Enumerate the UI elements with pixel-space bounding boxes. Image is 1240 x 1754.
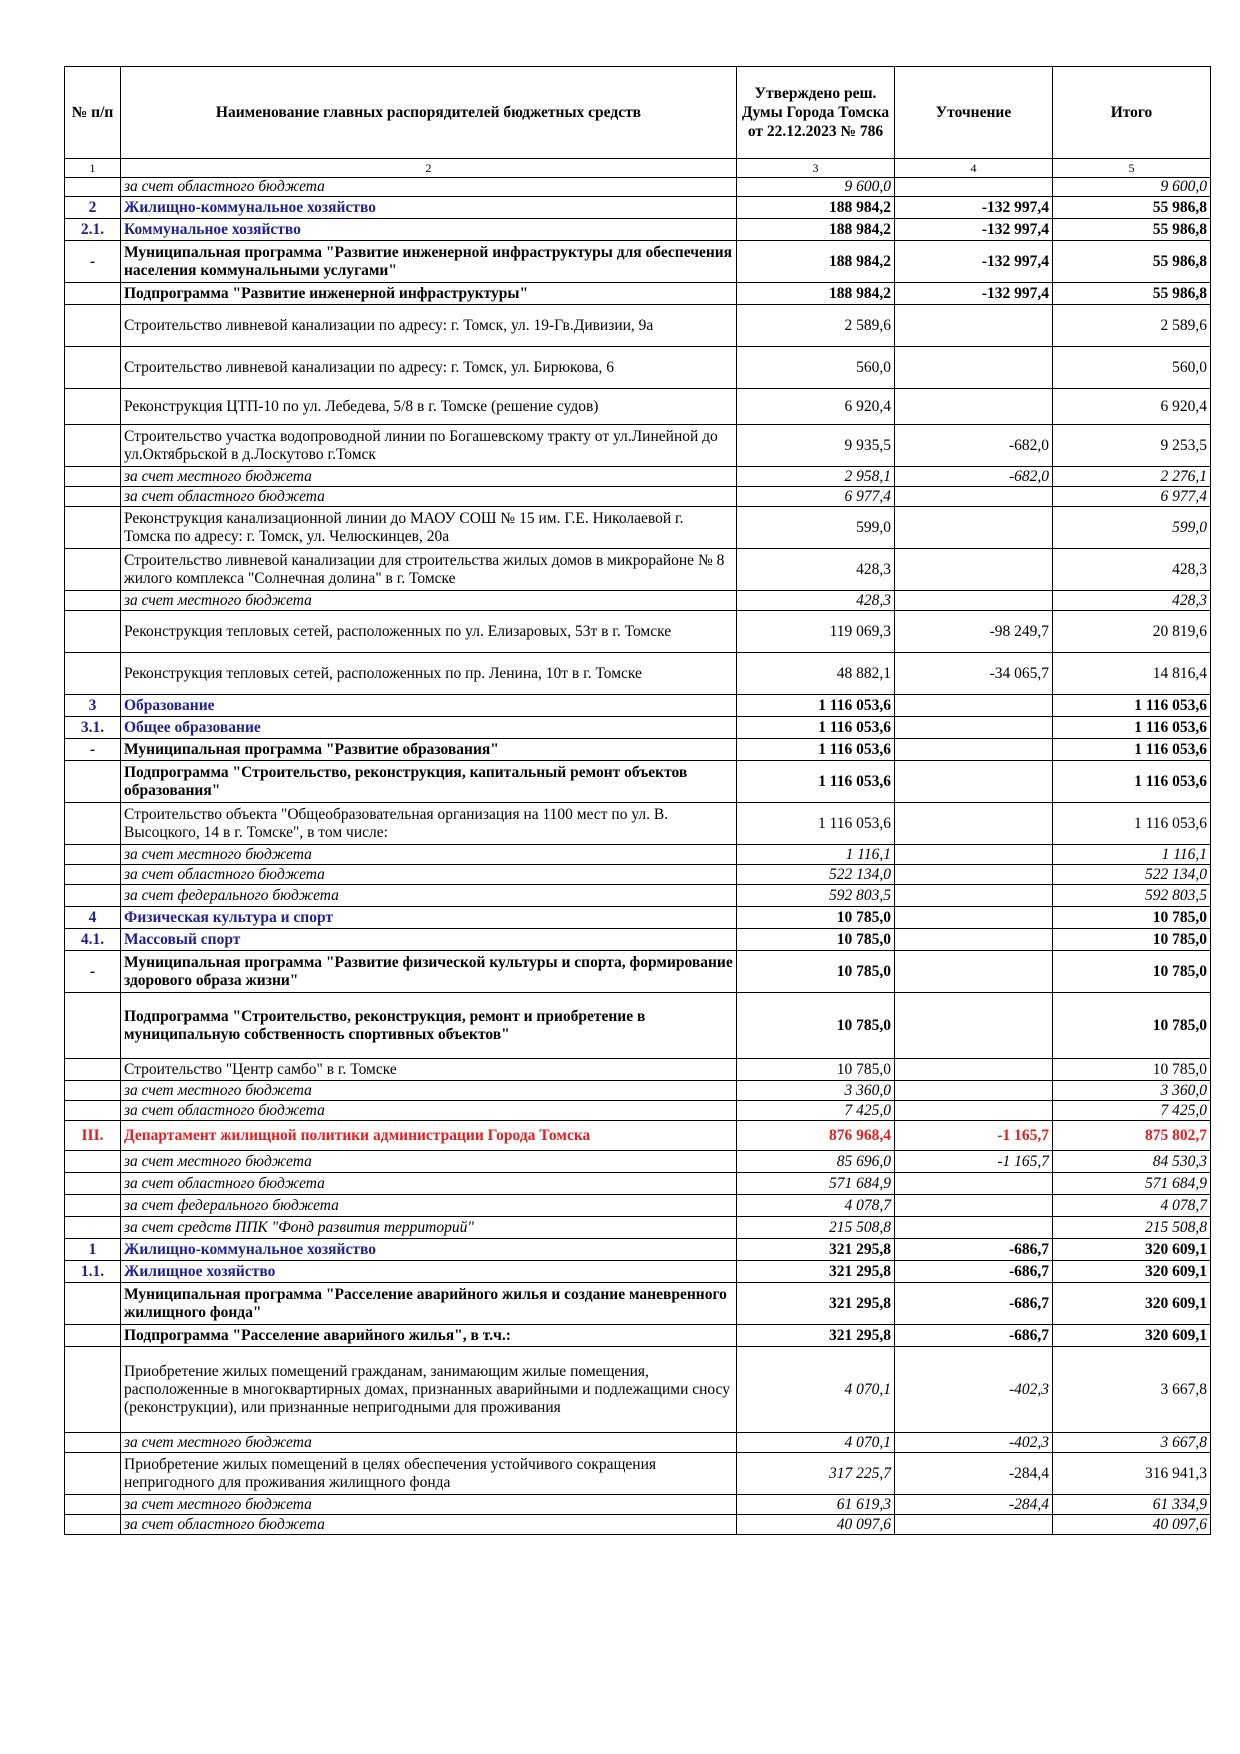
approved-value: 40 097,6	[737, 1515, 895, 1535]
total-value: 1 116 053,6	[1053, 717, 1211, 739]
total-value: 10 785,0	[1053, 951, 1211, 993]
column-number: 4	[895, 159, 1053, 178]
table-row	[65, 1325, 1211, 1347]
adjustment-value	[895, 1081, 1053, 1101]
approved-value: 321 295,8	[737, 1325, 895, 1347]
row-number	[65, 1495, 121, 1515]
approved-value: 321 295,8	[737, 1283, 895, 1325]
approved-value: 188 984,2	[737, 283, 895, 305]
row-number: 2.1.	[65, 219, 121, 241]
adjustment-value: -686,7	[895, 1261, 1053, 1283]
approved-value: 876 968,4	[737, 1121, 895, 1151]
table-row	[65, 467, 1211, 487]
adjustment-value	[895, 1217, 1053, 1239]
table-row	[65, 907, 1211, 929]
adjustment-value	[895, 1195, 1053, 1217]
row-number	[65, 803, 121, 845]
approved-value: 10 785,0	[737, 907, 895, 929]
total-value: 592 803,5	[1053, 885, 1211, 907]
table-row	[65, 1081, 1211, 1101]
table-row	[65, 865, 1211, 885]
adjustment-value	[895, 885, 1053, 907]
row-number	[65, 178, 121, 197]
column-number: 3	[737, 159, 895, 178]
approved-value: 1 116 053,6	[737, 761, 895, 803]
table-row	[65, 951, 1211, 993]
row-number: -	[65, 951, 121, 993]
row-name: Физическая культура и спорт	[121, 907, 737, 929]
row-number	[65, 1217, 121, 1239]
adjustment-value: -686,7	[895, 1325, 1053, 1347]
approved-value: 592 803,5	[737, 885, 895, 907]
approved-value: 9 600,0	[737, 178, 895, 197]
row-number: 4	[65, 907, 121, 929]
table-row	[65, 1195, 1211, 1217]
table-row	[65, 219, 1211, 241]
row-name: Коммунальное хозяйство	[121, 219, 737, 241]
row-number: -	[65, 241, 121, 283]
table-row	[65, 653, 1211, 695]
adjustment-value	[895, 347, 1053, 389]
total-value: 14 816,4	[1053, 653, 1211, 695]
total-value: 20 819,6	[1053, 611, 1211, 653]
adjustment-value	[895, 389, 1053, 425]
total-value: 55 986,8	[1053, 219, 1211, 241]
row-number	[65, 1151, 121, 1173]
approved-value: 10 785,0	[737, 993, 895, 1059]
row-name: за счет местного бюджета	[121, 1433, 737, 1453]
row-name: Департамент жилищной политики администрации Города Томска	[121, 1121, 737, 1151]
row-number	[65, 761, 121, 803]
adjustment-value: -132 997,4	[895, 283, 1053, 305]
total-value: 215 508,8	[1053, 1217, 1211, 1239]
row-name: Реконструкция тепловых сетей, расположенных по пр. Ленина, 10т в г. Томске	[121, 653, 737, 695]
table-row	[65, 1261, 1211, 1283]
column-number: 1	[65, 159, 121, 178]
total-value: 2 276,1	[1053, 467, 1211, 487]
row-number	[65, 1173, 121, 1195]
row-number	[65, 1453, 121, 1495]
total-value: 1 116 053,6	[1053, 739, 1211, 761]
row-name: за счет местного бюджета	[121, 1151, 737, 1173]
row-name: Строительство ливневой канализации по адресу: г. Томск, ул. Бирюкова, 6	[121, 347, 737, 389]
approved-value: 1 116 053,6	[737, 803, 895, 845]
adjustment-value	[895, 487, 1053, 507]
approved-value: 428,3	[737, 591, 895, 611]
adjustment-value: -34 065,7	[895, 653, 1053, 695]
total-value: 10 785,0	[1053, 1059, 1211, 1081]
header-row	[65, 67, 1211, 159]
row-name: за счет местного бюджета	[121, 1495, 737, 1515]
approved-value: 321 295,8	[737, 1261, 895, 1283]
total-value: 2 589,6	[1053, 305, 1211, 347]
row-name: Приобретение жилых помещений в целях обеспечения устойчивого сокращения непригодного для проживания жилищного фонда	[121, 1453, 737, 1495]
total-value: 10 785,0	[1053, 993, 1211, 1059]
total-value: 6 920,4	[1053, 389, 1211, 425]
adjustment-value: -132 997,4	[895, 241, 1053, 283]
row-number	[65, 283, 121, 305]
row-number	[65, 1059, 121, 1081]
table-row	[65, 507, 1211, 549]
row-number: 2	[65, 197, 121, 219]
row-name: Подпрограмма "Развитие инженерной инфраструктуры"	[121, 283, 737, 305]
approved-value: 215 508,8	[737, 1217, 895, 1239]
approved-value: 85 696,0	[737, 1151, 895, 1173]
row-number	[65, 845, 121, 865]
table-row	[65, 241, 1211, 283]
adjustment-value	[895, 803, 1053, 845]
row-name: Подпрограмма "Строительство, реконструкция, ремонт и приобретение в муниципальную собственность спортивных объектов"	[121, 993, 737, 1059]
row-name: Муниципальная программа "Развитие инженерной инфраструктуры для обеспечения населения коммунальными услугами"	[121, 241, 737, 283]
approved-value: 6 920,4	[737, 389, 895, 425]
approved-value: 188 984,2	[737, 241, 895, 283]
table-row	[65, 425, 1211, 467]
adjustment-value	[895, 305, 1053, 347]
row-number	[65, 389, 121, 425]
row-name: за счет областного бюджета	[121, 487, 737, 507]
total-value: 10 785,0	[1053, 929, 1211, 951]
approved-value: 48 882,1	[737, 653, 895, 695]
adjustment-value: -686,7	[895, 1283, 1053, 1325]
total-value: 84 530,3	[1053, 1151, 1211, 1173]
row-name: Массовый спорт	[121, 929, 737, 951]
row-number: -	[65, 739, 121, 761]
adjustment-value: -284,4	[895, 1495, 1053, 1515]
table-row	[65, 1239, 1211, 1261]
row-number	[65, 1081, 121, 1101]
row-name: за счет местного бюджета	[121, 1081, 737, 1101]
row-number	[65, 611, 121, 653]
total-value: 428,3	[1053, 549, 1211, 591]
adjustment-value	[895, 507, 1053, 549]
adjustment-value: -132 997,4	[895, 197, 1053, 219]
approved-value: 119 069,3	[737, 611, 895, 653]
adjustment-value: -402,3	[895, 1433, 1053, 1453]
row-number	[65, 1283, 121, 1325]
approved-value: 188 984,2	[737, 197, 895, 219]
adjustment-value	[895, 907, 1053, 929]
total-value: 7 425,0	[1053, 1101, 1211, 1121]
adjustment-value: -682,0	[895, 425, 1053, 467]
row-number: 3	[65, 695, 121, 717]
adjustment-value: -686,7	[895, 1239, 1053, 1261]
total-value: 1 116 053,6	[1053, 803, 1211, 845]
budget-table	[64, 66, 1211, 1535]
approved-value: 61 619,3	[737, 1495, 895, 1515]
table-row	[65, 347, 1211, 389]
adjustment-value	[895, 845, 1053, 865]
approved-value: 560,0	[737, 347, 895, 389]
row-number	[65, 1101, 121, 1121]
column-number-row	[65, 159, 1211, 178]
adjustment-value	[895, 695, 1053, 717]
row-name: Реконструкция канализационной линии до МАОУ СОШ № 15 им. Г.Е. Николаевой г. Томска по адресу: г. Томск, ул. Челюскинцев, 20а	[121, 507, 737, 549]
approved-value: 4 070,1	[737, 1347, 895, 1433]
table-row	[65, 993, 1211, 1059]
approved-value: 3 360,0	[737, 1081, 895, 1101]
table-row	[65, 1059, 1211, 1081]
adjustment-value	[895, 761, 1053, 803]
row-number	[65, 865, 121, 885]
row-name: за счет областного бюджета	[121, 1101, 737, 1121]
total-value: 1 116 053,6	[1053, 695, 1211, 717]
approved-value: 1 116,1	[737, 845, 895, 865]
adjustment-value	[895, 951, 1053, 993]
adjustment-value: -284,4	[895, 1453, 1053, 1495]
approved-value: 2 958,1	[737, 467, 895, 487]
row-number	[65, 1347, 121, 1433]
total-value: 3 667,8	[1053, 1433, 1211, 1453]
approved-value: 4 070,1	[737, 1433, 895, 1453]
total-value: 61 334,9	[1053, 1495, 1211, 1515]
total-value: 316 941,3	[1053, 1453, 1211, 1495]
approved-value: 2 589,6	[737, 305, 895, 347]
header-name: Наименование главных распорядителей бюджетных средств	[121, 67, 737, 159]
adjustment-value	[895, 549, 1053, 591]
table-row	[65, 389, 1211, 425]
table-row	[65, 1151, 1211, 1173]
table-row	[65, 1173, 1211, 1195]
adjustment-value: -402,3	[895, 1347, 1053, 1433]
total-value: 9 600,0	[1053, 178, 1211, 197]
table-row	[65, 611, 1211, 653]
table-row	[65, 717, 1211, 739]
table-row	[65, 1121, 1211, 1151]
adjustment-value	[895, 178, 1053, 197]
total-value: 320 609,1	[1053, 1283, 1211, 1325]
adjustment-value	[895, 993, 1053, 1059]
approved-value: 6 977,4	[737, 487, 895, 507]
total-value: 571 684,9	[1053, 1173, 1211, 1195]
approved-value: 10 785,0	[737, 929, 895, 951]
row-name: за счет местного бюджета	[121, 591, 737, 611]
row-number	[65, 425, 121, 467]
total-value: 6 977,4	[1053, 487, 1211, 507]
row-number	[65, 487, 121, 507]
total-value: 320 609,1	[1053, 1325, 1211, 1347]
table-row	[65, 739, 1211, 761]
row-number	[65, 885, 121, 907]
header-number: № п/п	[65, 67, 121, 159]
total-value: 9 253,5	[1053, 425, 1211, 467]
row-name: за счет областного бюджета	[121, 1173, 737, 1195]
total-value: 55 986,8	[1053, 283, 1211, 305]
row-number	[65, 467, 121, 487]
total-value: 1 116 053,6	[1053, 761, 1211, 803]
column-number: 5	[1053, 159, 1211, 178]
table-row	[65, 1433, 1211, 1453]
table-row	[65, 1101, 1211, 1121]
adjustment-value	[895, 1059, 1053, 1081]
approved-value: 7 425,0	[737, 1101, 895, 1121]
row-name: за счет областного бюджета	[121, 1515, 737, 1535]
total-value: 1 116,1	[1053, 845, 1211, 865]
row-name: Жилищно-коммунальное хозяйство	[121, 1239, 737, 1261]
table-row	[65, 178, 1211, 197]
adjustment-value	[895, 1515, 1053, 1535]
table-row	[65, 305, 1211, 347]
approved-value: 10 785,0	[737, 951, 895, 993]
row-number: III.	[65, 1121, 121, 1151]
header-total: Итого	[1053, 67, 1211, 159]
adjustment-value: -682,0	[895, 467, 1053, 487]
approved-value: 4 078,7	[737, 1195, 895, 1217]
row-number: 4.1.	[65, 929, 121, 951]
approved-value: 9 935,5	[737, 425, 895, 467]
total-value: 3 667,8	[1053, 1347, 1211, 1433]
header-adjustment: Уточнение	[895, 67, 1053, 159]
table-row	[65, 761, 1211, 803]
row-number	[65, 1515, 121, 1535]
row-name: Муниципальная программа "Развитие образования"	[121, 739, 737, 761]
row-name: за счет областного бюджета	[121, 178, 737, 197]
table-row	[65, 885, 1211, 907]
approved-value: 428,3	[737, 549, 895, 591]
row-name: Жилищное хозяйство	[121, 1261, 737, 1283]
table-row	[65, 549, 1211, 591]
table-row	[65, 591, 1211, 611]
approved-value: 1 116 053,6	[737, 739, 895, 761]
table-row	[65, 1495, 1211, 1515]
column-number: 2	[121, 159, 737, 178]
total-value: 599,0	[1053, 507, 1211, 549]
total-value: 10 785,0	[1053, 907, 1211, 929]
row-number	[65, 507, 121, 549]
approved-value: 571 684,9	[737, 1173, 895, 1195]
table-row	[65, 1347, 1211, 1433]
row-number	[65, 347, 121, 389]
adjustment-value	[895, 591, 1053, 611]
table-row	[65, 1283, 1211, 1325]
row-name: Общее образование	[121, 717, 737, 739]
approved-value: 10 785,0	[737, 1059, 895, 1081]
row-name: Подпрограмма "Строительство, реконструкция, капитальный ремонт объектов образования"	[121, 761, 737, 803]
total-value: 320 609,1	[1053, 1239, 1211, 1261]
total-value: 3 360,0	[1053, 1081, 1211, 1101]
table-row	[65, 1515, 1211, 1535]
adjustment-value	[895, 865, 1053, 885]
table-row	[65, 929, 1211, 951]
total-value: 428,3	[1053, 591, 1211, 611]
row-name: Строительство участка водопроводной линии по Богашевскому тракту от ул.Линейной до ул.Октябрьской в д.Лоскутово г.Томск	[121, 425, 737, 467]
adjustment-value	[895, 929, 1053, 951]
adjustment-value: -1 165,7	[895, 1121, 1053, 1151]
table-row	[65, 845, 1211, 865]
row-number	[65, 1195, 121, 1217]
row-number	[65, 591, 121, 611]
approved-value: 1 116 053,6	[737, 717, 895, 739]
row-number	[65, 1433, 121, 1453]
adjustment-value	[895, 717, 1053, 739]
row-number: 1.1.	[65, 1261, 121, 1283]
row-name: Приобретение жилых помещений гражданам, занимающим жилые помещения, расположенные в многоквартирных домах, признанных аварийными и подлежащими сносу (реконструкции), или признанные непригодными для проживания	[121, 1347, 737, 1433]
total-value: 4 078,7	[1053, 1195, 1211, 1217]
row-name: Подпрограмма "Расселение аварийного жилья", в т.ч.:	[121, 1325, 737, 1347]
row-name: Строительство ливневой канализации для строительства жилых домов в микрорайоне № 8 жилого комплекса "Солнечная долина" в г. Томске	[121, 549, 737, 591]
approved-value: 522 134,0	[737, 865, 895, 885]
total-value: 320 609,1	[1053, 1261, 1211, 1283]
total-value: 55 986,8	[1053, 197, 1211, 219]
row-name: Муниципальная программа "Развитие физической культуры и спорта, формирование здорового образа жизни"	[121, 951, 737, 993]
table-row	[65, 1217, 1211, 1239]
table-row	[65, 695, 1211, 717]
row-name: за счет федерального бюджета	[121, 885, 737, 907]
row-name: за счет областного бюджета	[121, 865, 737, 885]
row-number	[65, 305, 121, 347]
table-row	[65, 1453, 1211, 1495]
row-name: за счет местного бюджета	[121, 845, 737, 865]
adjustment-value	[895, 1173, 1053, 1195]
approved-value: 1 116 053,6	[737, 695, 895, 717]
table-row	[65, 283, 1211, 305]
approved-value: 321 295,8	[737, 1239, 895, 1261]
row-number: 1	[65, 1239, 121, 1261]
row-name: Строительство объекта "Общеобразовательная организация на 1100 мест по ул. В. Высоцкого, 14 в г. Томске", в том числе:	[121, 803, 737, 845]
approved-value: 188 984,2	[737, 219, 895, 241]
row-name: за счет федерального бюджета	[121, 1195, 737, 1217]
row-number	[65, 549, 121, 591]
row-name: за счет средств ППК "Фонд развития территорий"	[121, 1217, 737, 1239]
adjustment-value	[895, 1101, 1053, 1121]
row-name: Строительство ливневой канализации по адресу: г. Томск, ул. 19-Гв.Дивизии, 9а	[121, 305, 737, 347]
row-name: за счет местного бюджета	[121, 467, 737, 487]
header-approved: Утверждено реш. Думы Города Томска от 22.12.2023 № 786	[737, 67, 895, 159]
table-row	[65, 803, 1211, 845]
row-name: Строительство "Центр самбо" в г. Томске	[121, 1059, 737, 1081]
row-number	[65, 653, 121, 695]
table-row	[65, 197, 1211, 219]
adjustment-value: -1 165,7	[895, 1151, 1053, 1173]
total-value: 55 986,8	[1053, 241, 1211, 283]
row-name: Жилищно-коммунальное хозяйство	[121, 197, 737, 219]
row-number	[65, 993, 121, 1059]
row-name: Реконструкция ЦТП-10 по ул. Лебедева, 5/8 в г. Томске (решение судов)	[121, 389, 737, 425]
row-name: Реконструкция тепловых сетей, расположенных по ул. Елизаровых, 53т в г. Томске	[121, 611, 737, 653]
total-value: 875 802,7	[1053, 1121, 1211, 1151]
approved-value: 599,0	[737, 507, 895, 549]
adjustment-value: -132 997,4	[895, 219, 1053, 241]
total-value: 560,0	[1053, 347, 1211, 389]
approved-value: 317 225,7	[737, 1453, 895, 1495]
row-name: Муниципальная программа "Расселение аварийного жилья и создание маневренного жилищного фонда"	[121, 1283, 737, 1325]
adjustment-value: -98 249,7	[895, 611, 1053, 653]
row-name: Образование	[121, 695, 737, 717]
row-number	[65, 1325, 121, 1347]
table-row	[65, 487, 1211, 507]
adjustment-value	[895, 739, 1053, 761]
row-number: 3.1.	[65, 717, 121, 739]
total-value: 522 134,0	[1053, 865, 1211, 885]
total-value: 40 097,6	[1053, 1515, 1211, 1535]
